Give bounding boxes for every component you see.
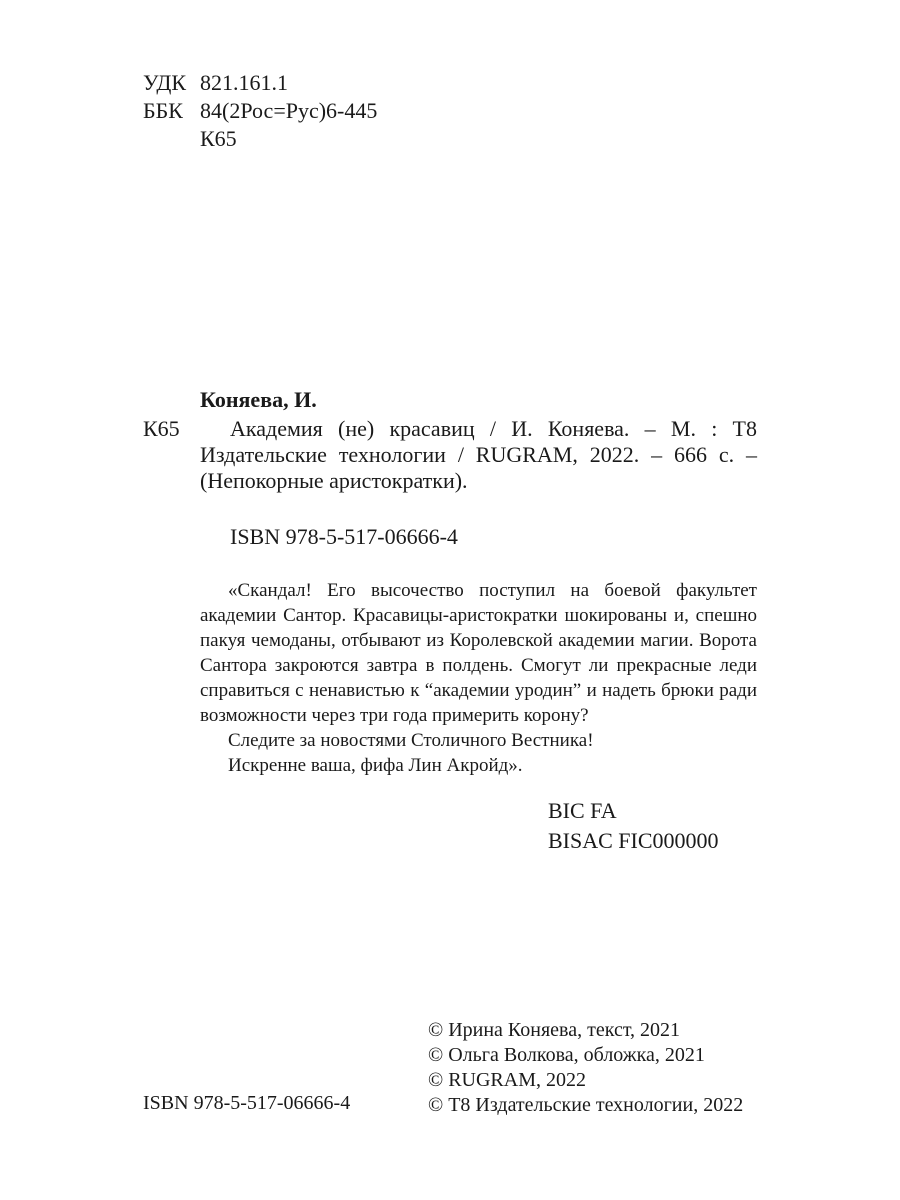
- record-mark: К65: [143, 416, 180, 441]
- udk-label: УДК: [143, 70, 187, 95]
- record-isbn: ISBN 978-5-517-06666-4: [230, 524, 458, 549]
- subject-codes: [548, 796, 719, 856]
- annotation-paragraph: «Скандал! Его высочество поступил на боевой факультет академии Сантор. Красавицы-аристократки шокированы и, спешно пакуя чемоданы, отбывают из Королевской академии магии. Ворота Сантора закроются завтра в полдень. Смогут ли прекрасные леди справиться с ненавистью к “академии уродин” и надеть брюки ради возможности через три года примерить корону?: [200, 580, 757, 726]
- annotation-paragraph: Следите за новостями Столичного Вестника!: [228, 730, 594, 751]
- bic-code: BIC FA: [548, 798, 617, 823]
- bisac-code: BISAC FIC000000: [548, 828, 719, 853]
- copyright-line: © Ирина Коняева, текст, 2021: [428, 1019, 681, 1041]
- copyright-line: © Т8 Издательские технологии, 2022: [428, 1094, 744, 1116]
- author-mark-row: [143, 126, 237, 152]
- bbk-label: ББК: [143, 98, 183, 123]
- bbk-value: 84(2Рос=Рус)6-445: [200, 98, 378, 123]
- udk-row: [143, 70, 288, 96]
- bbk-row: [143, 98, 377, 124]
- udk-value: 821.161.1: [200, 70, 288, 95]
- record-author: Коняева, И.: [200, 387, 317, 412]
- copyright-list: [428, 1018, 743, 1118]
- author-mark: К65: [200, 126, 237, 151]
- copyright-line: © Ольга Волкова, обложка, 2021: [428, 1044, 705, 1066]
- record-description: Академия (не) красавиц / И. Коняева. – М. : Т8 Издательские технологии / RUGRAM, 2022. – 666 с. – (Непокорные аристократки).: [200, 416, 757, 493]
- footer-isbn: ISBN 978-5-517-06666-4: [143, 1092, 351, 1114]
- copyright-line: © RUGRAM, 2022: [428, 1069, 586, 1091]
- annotation: [200, 578, 757, 778]
- annotation-paragraph: Искренне ваша, фифа Лин Акройд».: [228, 755, 523, 776]
